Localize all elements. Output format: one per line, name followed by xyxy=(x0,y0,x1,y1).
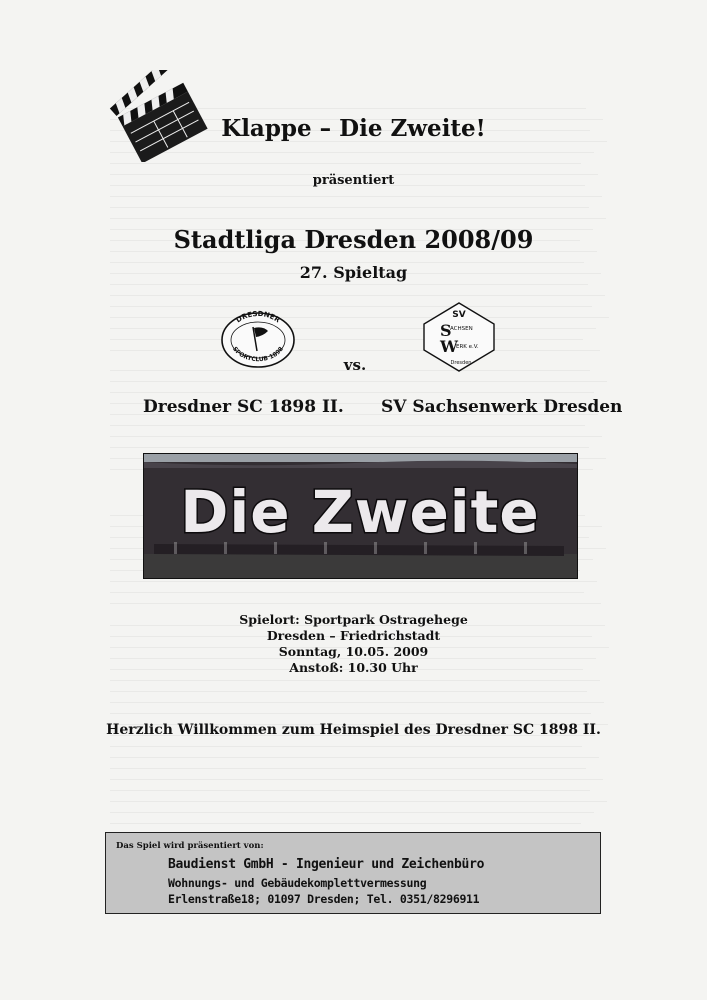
date-line: Sonntag, 10.05. 2009 xyxy=(278,644,429,659)
bleed-line xyxy=(110,812,594,813)
dresdner-sc-logo xyxy=(219,309,297,369)
bleed-line xyxy=(110,306,592,307)
bleed-line xyxy=(110,680,600,681)
bleed-line xyxy=(110,746,582,747)
sponsor-company: Baudienst GmbH - Ingenieur und Zeichenbüro xyxy=(168,857,485,872)
banner-text: Die Zweite xyxy=(180,478,540,546)
away-team-name: SV Sachsenwerk Dresden xyxy=(381,397,623,417)
bleed-line xyxy=(110,603,601,604)
bleed-line xyxy=(110,801,607,802)
bleed-line xyxy=(110,350,600,351)
svg-text:S: S xyxy=(440,321,452,340)
bleed-line xyxy=(110,295,605,296)
bleed-line xyxy=(110,425,585,426)
die-zweite-banner-photo xyxy=(143,453,578,579)
kickoff-line: Anstoß: 10.30 Uhr xyxy=(289,660,418,675)
sponsor-service: Wohnungs- und Gebäudekomplettvermessung xyxy=(168,876,427,890)
bleed-line xyxy=(110,381,607,382)
sponsor-address: Erlenstraße18; 01097 Dresden; Tel. 0351/8296911 xyxy=(168,892,480,906)
bleed-line xyxy=(110,339,583,340)
bleed-line xyxy=(110,713,591,714)
matchday-label: 27. Spieltag xyxy=(299,263,408,282)
league-title: Stadtliga Dresden 2008/09 xyxy=(173,225,534,254)
city-line: Dresden – Friedrichstadt xyxy=(266,628,441,643)
away-logo-erk: ERK e.V. xyxy=(456,344,479,350)
bleed-line xyxy=(110,218,606,219)
home-logo-bottom-text: SPORTCLUB 1898 xyxy=(231,345,285,364)
venue-line: Spielort: Sportpark Ostragehege xyxy=(239,612,468,627)
bleed-line xyxy=(110,592,584,593)
home-team-name: Dresdner SC 1898 II. xyxy=(143,397,344,417)
presents-label: präsentiert xyxy=(312,173,395,188)
bleed-line xyxy=(110,447,589,448)
bleed-line xyxy=(110,691,587,692)
bleed-line xyxy=(110,823,581,824)
bleed-line xyxy=(110,779,603,780)
away-logo-city: Dresden xyxy=(450,360,472,366)
bleed-line xyxy=(110,196,602,197)
svg-text:W: W xyxy=(440,337,458,356)
bleed-line xyxy=(110,317,609,318)
bleed-line xyxy=(110,163,581,164)
away-logo-sv: SV xyxy=(452,310,466,320)
versus-label: vs. xyxy=(343,356,367,374)
bleed-line xyxy=(110,702,604,703)
bleed-line xyxy=(110,768,586,769)
sponsor-box xyxy=(105,832,601,914)
welcome-message: Herzlich Willkommen zum Heimspiel des Dresdner SC 1898 II. xyxy=(106,722,601,738)
bleed-line xyxy=(110,328,596,329)
page-title: Klappe – Die Zweite! xyxy=(221,115,486,142)
bleed-line xyxy=(110,392,594,393)
home-logo-top-text: DRESDNER xyxy=(234,309,282,325)
bleed-line xyxy=(110,757,599,758)
bleed-line xyxy=(110,581,597,582)
banner-graphic xyxy=(144,454,577,578)
bleed-line xyxy=(110,207,589,208)
bleed-line xyxy=(110,284,588,285)
bleed-line xyxy=(110,436,602,437)
sponsor-label: Das Spiel wird präsentiert von: xyxy=(116,841,264,851)
match-details xyxy=(0,612,707,676)
away-logo-achsen: ACHSEN xyxy=(450,326,473,332)
sv-sachsenwerk-logo xyxy=(420,300,498,374)
bleed-line xyxy=(110,790,590,791)
